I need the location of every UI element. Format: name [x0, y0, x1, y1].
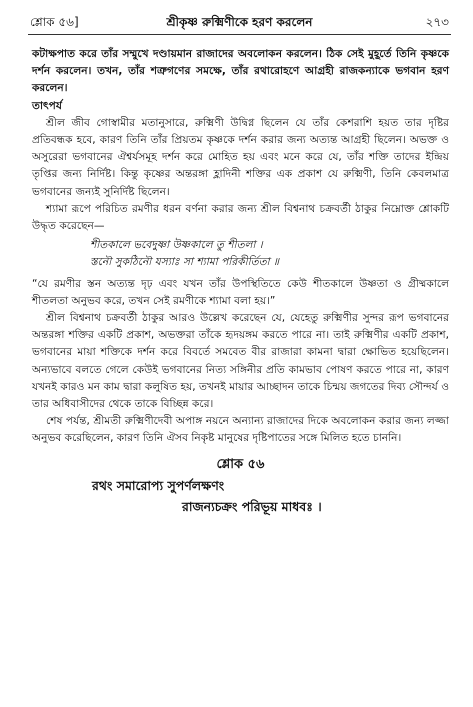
- translation-end: কটাক্ষপাত করে তাঁর সম্মুখে দণ্ডায়মান রাজাদের অবলোকন করলেন। ঠিক সেই মুহূর্তে তিনি কৃষ্ণকে দর্শন করলেন। তখন, তাঁর শত্রুগণের সমক্ষে, তাঁর রথারোহণে আগ্রহী রাজকন্যাকে ভগবান হরণ করলেন।: [32, 48, 449, 95]
- purport-paragraph-3: শ্রীল বিশ্বনাথ চক্রবর্তী ঠাকুর আরও উল্লেখ করেছেন যে, যেহেতু রুক্মিণীর সুন্দর রূপ ভগবানের অন্তরঙ্গা শক্তির একটি প্রকাশ, অভক্তরা তাঁকে হৃদয়ঙ্গম করতে পারে না। তাই রুক্মিণীর একটি প্রকাশ, ভগবানের মায়া শক্তিকে দর্শন করে বিবর্তে সমবেত বীর রাজারা কামনা দ্বারা ক্ষোভিত হয়েছিলেন। অন্যভাবে বলতে গেলে কেউই ভগবানের নিত্য সঙ্গিনীর প্রতি কামভাব পোষণ করতে পারে না, কারণ যখনই কারও মন কাম দ্বারা কলুষিত হয়, তখনই মায়ার আচ্ছাদন তাকে চিন্ময় জগতের দিব্য সৌন্দর্য ও তার অধিবাসীদের থেকে তাকে বিচ্ছিন্ন করে।: [32, 312, 449, 411]
- quoted-verse-line-2: স্তনৌ সুকঠিনৌ যস্যাঃ সা শ্যামা পরিকীর্তিতা ॥: [90, 256, 279, 269]
- purport-heading: তাৎপর্য: [32, 99, 62, 112]
- header-verse-ref: শ্লোক ৫৬]: [30, 15, 79, 29]
- quoted-verse: [90, 237, 449, 271]
- purport-paragraph-4: শেষ পর্যন্ত, শ্রীমতী রুক্মিণীদেবী অপাঙ্গ নয়নে অন্যান্য রাজাদের দিকে অবলোকন করার জন্য লজ্জা অনুভব করেছিলেন, কারণ তিনি ঐসব নিকৃষ্ট মানুষের দৃষ্টিপাতের সঙ্গে মিলিত হতে চাননি।: [32, 415, 449, 445]
- page-body: [32, 46, 449, 515]
- purport-paragraph-2: শ্যামা রূপে পরিচিত রমণীর ধরন বর্ণনা করার জন্য শ্রীল বিশ্বনাথ চক্রবর্তী ঠাকুর নিম্নোক্ত শ্লোকটি উদ্ধৃত করেছেন—: [32, 202, 449, 233]
- header-rule: [28, 34, 451, 35]
- quoted-verse-translation: “যে রমণীর স্তন অত্যন্ত দৃঢ় এবং যখন তাঁর উপস্থিতিতে কেউ শীতকালে উষ্ণতা ও গ্রীষ্মকালে শীতলতা অনুভব করে, তখন সেই রমণীকে শ্যামা বলা হয়।”: [32, 277, 449, 307]
- header-chapter-title: শ্রীকৃষ্ণ রুক্মিণীকে হরণ করলেন: [166, 15, 313, 29]
- sloka-title: শ্লোক ৫৬: [216, 456, 265, 472]
- sloka-line-2: রাজন্যচক্রং পরিভূয় মাধবঃ ।: [182, 499, 322, 515]
- sloka-line-1: রথং সমারোপ্য সুপর্ণলক্ষণং: [92, 477, 225, 493]
- page-header: [30, 12, 449, 32]
- header-page-number: ২৭৩: [425, 15, 449, 29]
- quoted-verse-line-1: শীতকালে ভবেদুষ্ণা উষ্ণকালে তু শীতলা ।: [90, 239, 263, 252]
- purport-paragraph-1: শ্রীল জীব গোস্বামীর মতানুসারে, রুক্মিণী উদ্বিগ্ন ছিলেন যে তাঁর কেশরাশি হয়ত তার দৃষ্টির প্রতিবন্ধক হবে, কারণ তিনি তাঁর প্রিয়তম কৃষ্ণকে দর্শন করার জন্য অত্যন্ত আগ্রহী ছিলেন। অভক্ত ও অসুরেরা ভগবানের ঐশ্বর্যসমূহ দর্শন করে মোহিত হয় এবং মনে করে যে, তাঁর শক্তি তাদের ইন্দ্রিয় তৃপ্তির জন্য নির্দিষ্ট। কিন্তু কৃষ্ণের অন্তরঙ্গা হ্লাদিনী শক্তির এক প্রকাশ যে রুক্মিণী, তিনি কেবলমাত্র ভগবানের জন্যই সুনির্দিষ্ট ছিলেন।: [32, 116, 449, 198]
